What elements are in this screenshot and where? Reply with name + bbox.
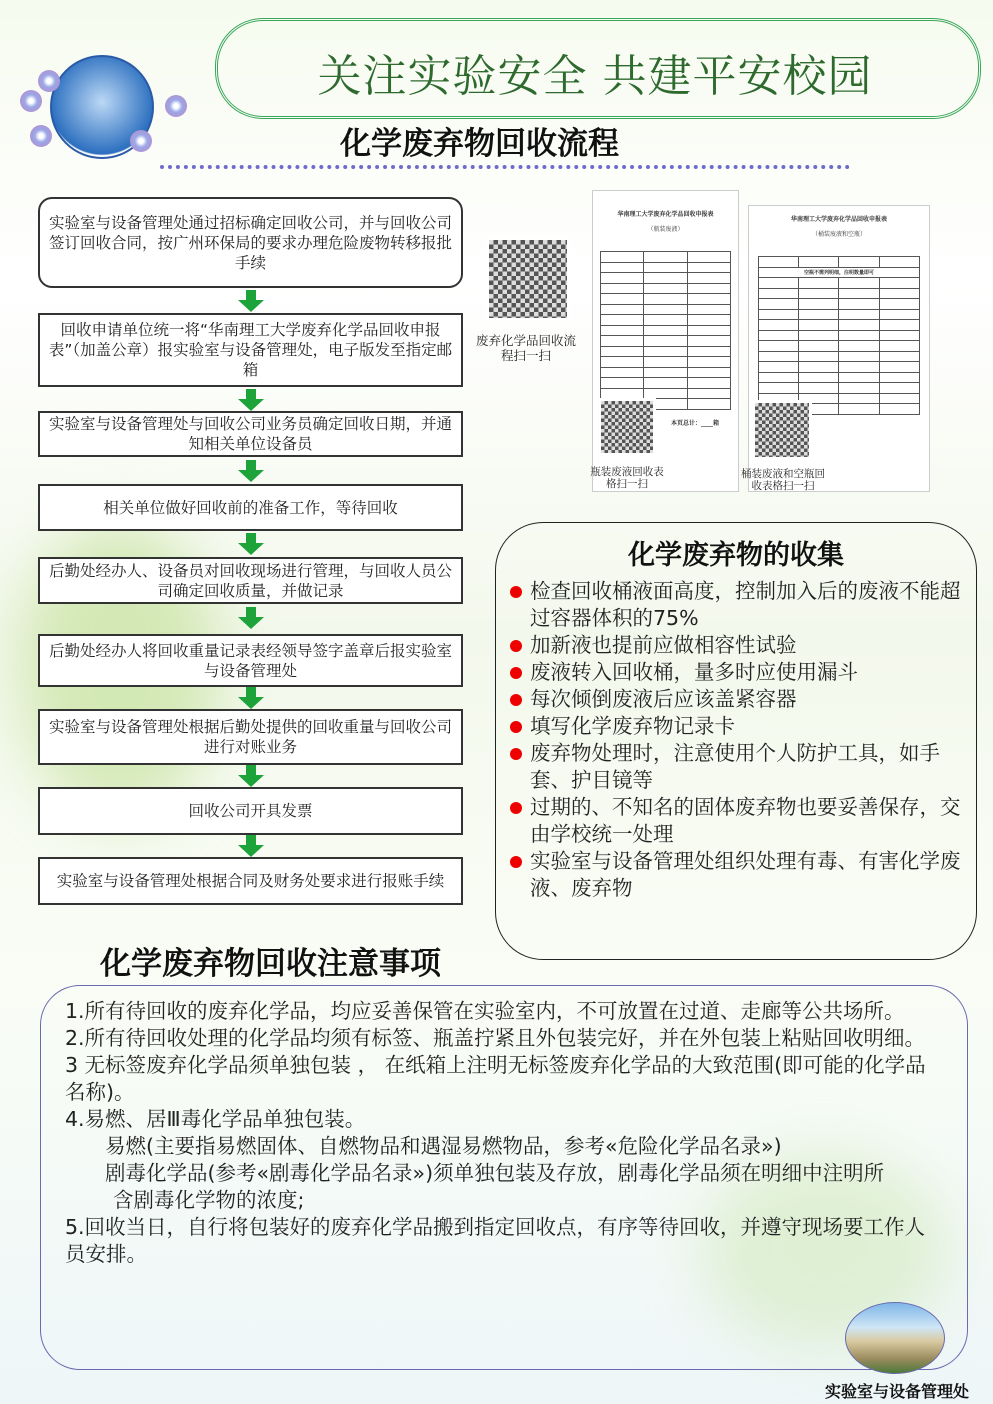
- notes-panel: [40, 985, 968, 1370]
- note-line: 3 无标签废弃化学品须单独包装 ， 在纸箱上注明无标签废弃化学品的大致范围(即可能的化学品名称)。: [65, 1053, 926, 1104]
- form-subtitle: （瓶装废液）: [647, 226, 684, 233]
- down-arrow-icon: [238, 765, 264, 787]
- note-line: 2.所有待回收处理的化学品均须有标签、瓶盖拧紧且外包装完好，并在外包装上粘贴回收明细。: [65, 1026, 926, 1050]
- collection-panel: [495, 522, 977, 960]
- banner-title: 关注实验安全 共建平安校园: [317, 51, 873, 102]
- qr-code-recycling-process[interactable]: [486, 237, 570, 321]
- list-item: 废液转入回收桶，量多时应使用漏斗: [510, 659, 966, 686]
- form-title: 华南理工大学废弃化学品回收申报表: [617, 211, 714, 218]
- note-line: 4.易燃、居Ⅲ毒化学品单独包装。: [65, 1107, 366, 1131]
- list-item: 填写化学废弃物记录卡: [510, 713, 966, 740]
- down-arrow-icon: [238, 460, 264, 482]
- down-arrow-icon: [238, 290, 264, 312]
- qr-label-bottle: 瓶装废液回收表格扫一扫: [590, 466, 664, 490]
- flow-step-7: 实验室与设备管理处根据后勤处提供的回收重量与回收公司进行对账业务: [38, 709, 463, 765]
- list-item: 实验室与设备管理处组织处理有毒、有害化学废液、废弃物: [510, 848, 966, 902]
- flower-icon: [20, 90, 42, 112]
- form-title: 华南理工大学废弃化学品回收申报表: [790, 216, 887, 223]
- flower-icon: [130, 130, 152, 152]
- qr-label-process: 废弃化学品回收流程扫一扫: [475, 333, 576, 363]
- flow-step-3: 实验室与设备管理处与回收公司业务员确定回收日期，并通知相关单位设备员: [38, 411, 463, 457]
- notes-title: 化学废弃物回收注意事项: [100, 946, 441, 982]
- down-arrow-icon: [238, 389, 264, 411]
- down-arrow-icon: [238, 835, 264, 857]
- flow-step-4: 相关单位做好回收前的准备工作，等待回收: [38, 484, 463, 531]
- campus-gate-photo: [845, 1302, 945, 1374]
- flower-icon: [38, 70, 60, 92]
- form-subtitle: （桶装废液和空瓶）: [811, 231, 866, 238]
- dotted-divider: [160, 165, 850, 169]
- flower-icon: [30, 125, 52, 147]
- form-note: 空瓶不需列明细，注明数量即可: [759, 267, 920, 278]
- flow-step-5: 后勤处经办人、设备员对回收现场进行管理，与回收人员公司确定回收质量，并做记录: [38, 557, 463, 604]
- flow-step-1: 实验室与设备管理处通过招标确定回收公司，并与回收公司签订回收合同，按广州环保局的要求办理危险废物转移报批手续: [38, 197, 463, 288]
- collection-title: 化学废弃物的收集: [628, 540, 844, 571]
- flow-step-9: 实验室与设备管理处根据合同及财务处要求进行报账手续: [38, 857, 463, 905]
- down-arrow-icon: [238, 533, 264, 555]
- flow-step-6: 后勤处经办人将回收重量记录表经领导签字盖章后报实验室与设备管理处: [38, 634, 463, 687]
- list-item: 废弃物处理时，注意使用个人防护工具，如手套、护目镜等: [510, 740, 966, 794]
- list-item: 每次倾倒废液后应该盖紧容器: [510, 686, 966, 713]
- down-arrow-icon: [238, 607, 264, 629]
- note-line: 易燃(主要指易燃固体、自燃物品和遇湿易燃物品，参考«危险化学品名录»): [105, 1134, 782, 1158]
- down-arrow-icon: [238, 687, 264, 709]
- flow-step-2: 回收申请单位统一将“华南理工大学废弃化学品回收申报表”（加盖公章）报实验室与设备管理处，电子版发至指定邮箱: [38, 313, 463, 387]
- note-line: 含剧毒化学物的浓度;: [113, 1188, 305, 1212]
- flow-title: 化学废弃物回收流程: [340, 126, 619, 162]
- form-total: 本页总计：____箱: [671, 419, 720, 427]
- collection-list: [496, 578, 976, 902]
- department-name: 实验室与设备管理处: [825, 1382, 970, 1401]
- list-item: 加新液也提前应做相容性试验: [510, 632, 966, 659]
- note-line: 5.回收当日，自行将包装好的废弃化学品搬到指定回收点，有序等待回收，并遵守现场要工作人员安排。: [65, 1215, 926, 1266]
- note-line: 剧毒化学品(参考«剧毒化学品名录»)须单独包装及存放，剧毒化学品须在明细中注明所: [105, 1161, 885, 1185]
- list-item: 过期的、不知名的固体废弃物也要妥善保存，交由学校统一处理: [510, 794, 966, 848]
- qr-code-bucket-form[interactable]: [752, 400, 812, 460]
- qr-code-bottle-form[interactable]: [598, 398, 656, 456]
- qr-label-bucket: 桶装废液和空瓶回收表格扫一扫: [741, 468, 825, 492]
- flower-icon: [165, 95, 187, 117]
- flow-step-8: 回收公司开具发票: [38, 787, 463, 835]
- list-item: 检查回收桶液面高度，控制加入后的废液不能超过容器体积的75%: [510, 578, 966, 632]
- note-line: 1.所有待回收的废弃化学品，均应妥善保管在实验室内，不可放置在过道、走廊等公共场所。: [65, 999, 905, 1023]
